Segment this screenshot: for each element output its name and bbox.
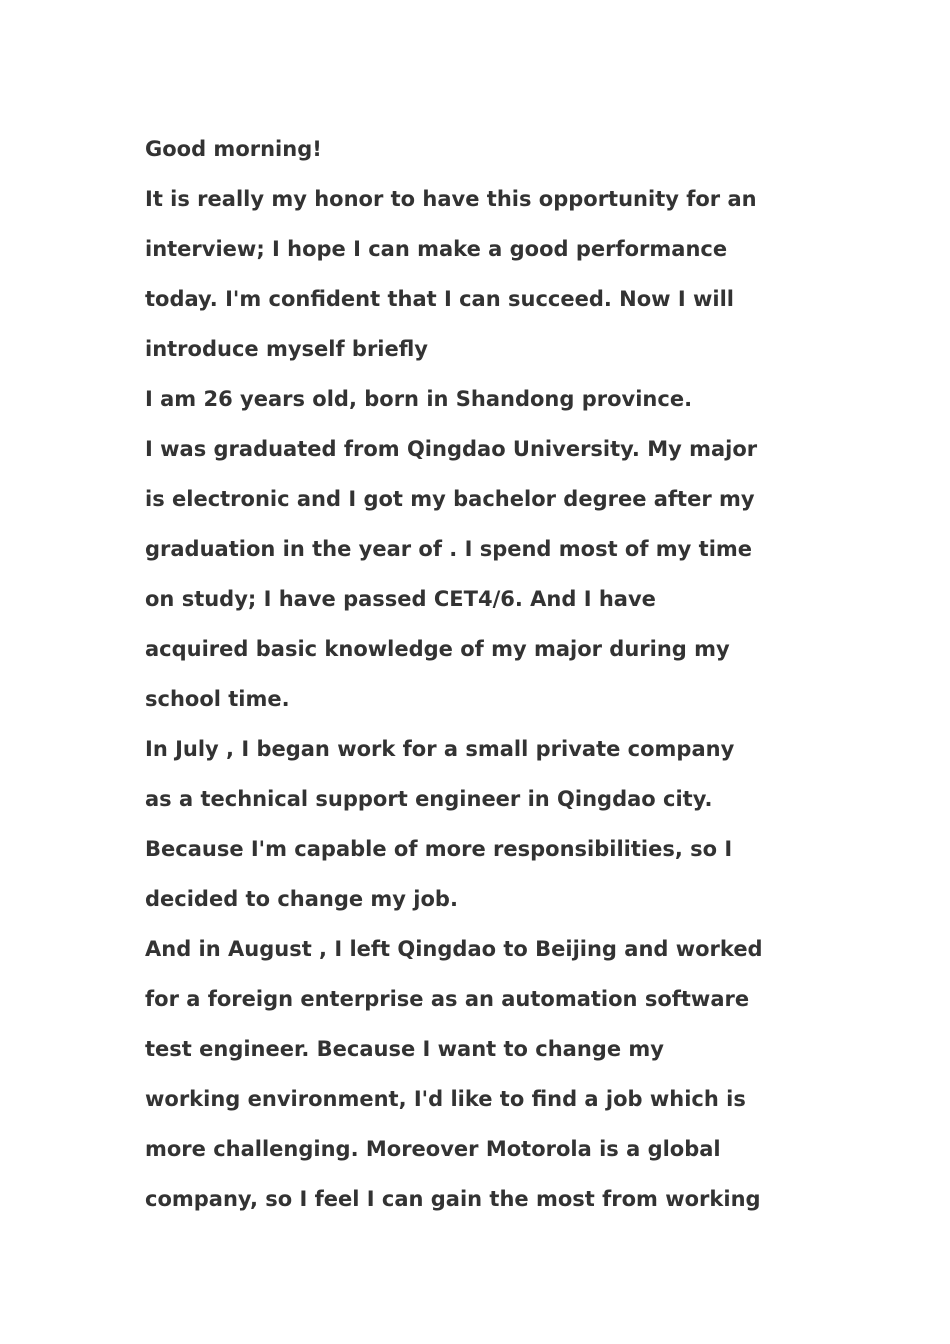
- text-line: And in August , I left Qingdao to Beijing and worked: [145, 937, 763, 961]
- text-line: test engineer. Because I want to change my: [145, 1037, 664, 1061]
- text-line: is electronic and I got my bachelor degree after my: [145, 487, 755, 511]
- text-line: working environment, I'd like to find a job which is: [145, 1087, 746, 1111]
- text-line: graduation in the year of . I spend most of my time: [145, 537, 753, 561]
- text-line: In July , I began work for a small private company: [145, 737, 735, 761]
- document-body: [145, 124, 825, 1224]
- text-line: more challenging. Moreover Motorola is a global: [145, 1137, 721, 1161]
- text-line: introduce myself briefly: [145, 337, 428, 361]
- text-line: as a technical support engineer in Qingdao city.: [145, 787, 713, 811]
- text-line: acquired basic knowledge of my major during my: [145, 637, 730, 661]
- text-line: Good morning!: [145, 137, 322, 161]
- text-line: company, so I feel I can gain the most from working: [145, 1187, 761, 1211]
- text-line: on study; I have passed CET4/6. And I have: [145, 587, 656, 611]
- text-line: school time.: [145, 687, 290, 711]
- text-line: It is really my honor to have this opportunity for an: [145, 187, 757, 211]
- text-line: I am 26 years old, born in Shandong province.: [145, 387, 693, 411]
- text-line: today. I'm confident that I can succeed. Now I will: [145, 287, 734, 311]
- text-line: Because I'm capable of more responsibilities, so I: [145, 837, 733, 861]
- text-line: decided to change my job.: [145, 887, 458, 911]
- text-line: for a foreign enterprise as an automation software: [145, 987, 750, 1011]
- text-line: I was graduated from Qingdao University. My major: [145, 437, 758, 461]
- text-line: interview; I hope I can make a good performance: [145, 237, 728, 261]
